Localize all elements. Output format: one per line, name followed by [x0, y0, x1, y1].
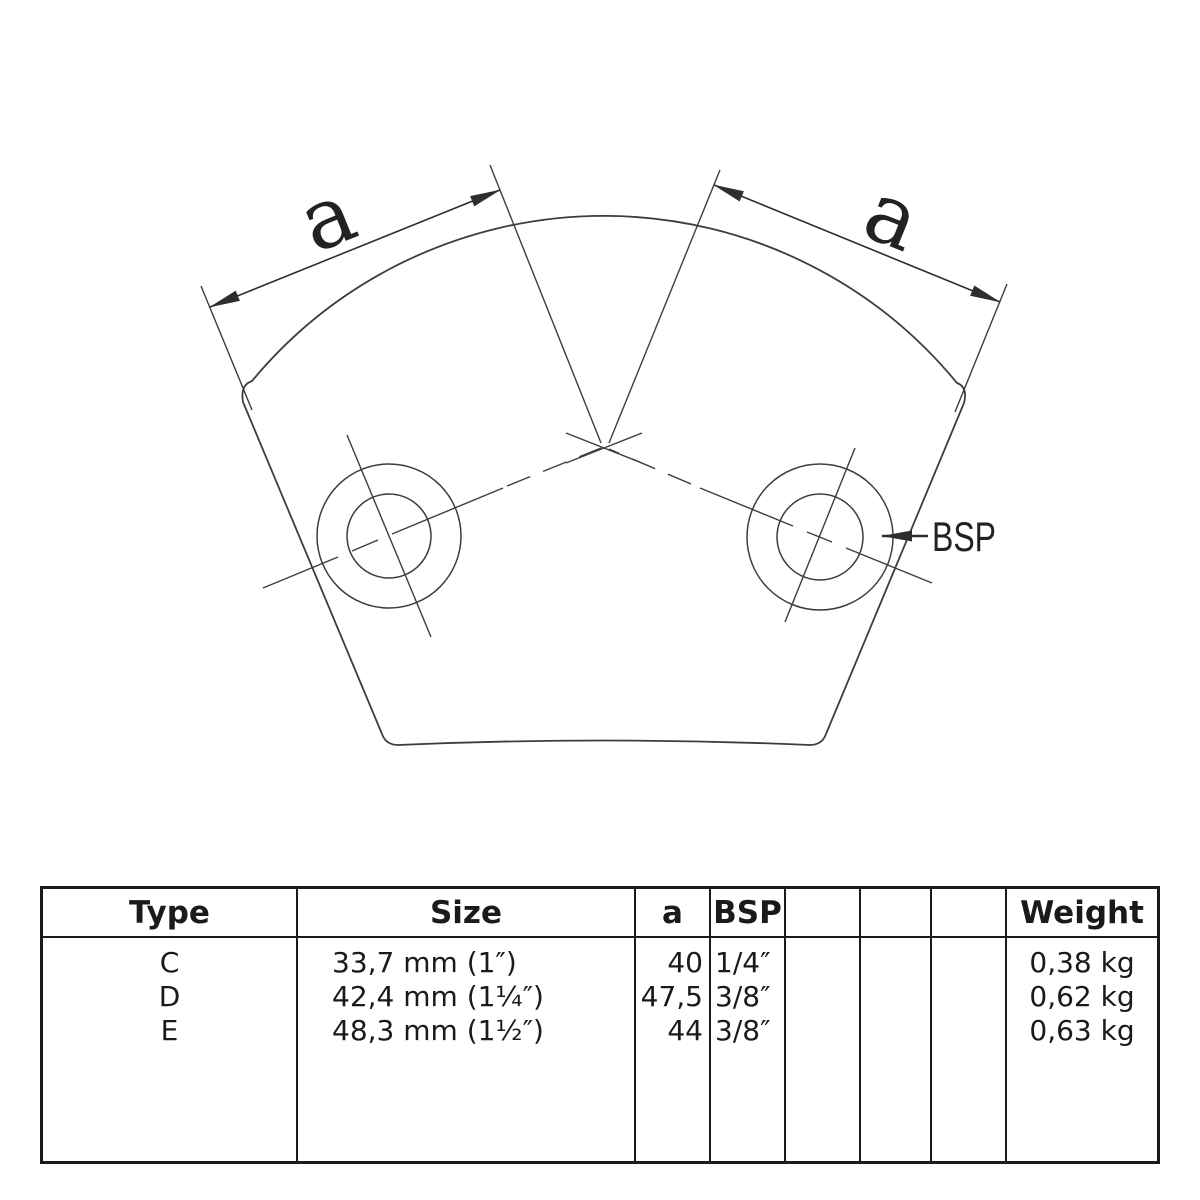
spec-table: [40, 886, 1160, 1164]
right-hole-centerline-steep: [785, 448, 855, 622]
type-value: C: [159, 946, 180, 979]
type-value: D: [158, 980, 181, 1013]
column-empty-2: [859, 938, 930, 1161]
left-dim-outer-extension-line: [201, 286, 252, 410]
dim-label-a-right: a: [851, 161, 935, 271]
column-empty-1: [784, 938, 859, 1161]
right-dim-outer-extension-line: [955, 284, 1007, 412]
left-hole-centerline-steep: [347, 435, 431, 637]
left-axis-dashed-line: [507, 448, 601, 486]
type-value: E: [160, 1014, 179, 1047]
header-empty-3: [930, 889, 1005, 938]
column-empty-3: [930, 938, 1005, 1161]
bsp-label: BSP: [932, 513, 996, 560]
column-type: [43, 938, 296, 1161]
center-intersection-cross: [566, 433, 642, 463]
part-outline: [242, 216, 965, 745]
header-weight: Weight: [1005, 889, 1157, 938]
bsp-value: 3/8″: [715, 980, 771, 1013]
a-value: 40: [667, 946, 703, 979]
column-size: [296, 938, 634, 1161]
size-value: 33,7 mm (1″): [332, 946, 517, 979]
header-bsp: BSP: [709, 889, 784, 938]
right-hole-centerline: [846, 548, 932, 583]
weight-value: 0,38 kg: [1029, 946, 1135, 979]
size-value: 48,3 mm (1½″): [332, 1014, 544, 1047]
header-a: a: [634, 889, 709, 938]
a-value: 47,5: [640, 980, 703, 1013]
header-empty-1: [784, 889, 859, 938]
left-hole-centerline-dash: [352, 540, 378, 551]
bsp-value: 1/4″: [715, 946, 771, 979]
weight-value: 0,63 kg: [1029, 1014, 1135, 1047]
right-hole-centerline2: [700, 488, 793, 526]
column-bsp: [709, 938, 784, 1161]
size-value: 42,4 mm (1¼″): [332, 980, 544, 1013]
right-hole-centerline-dash: [807, 532, 832, 542]
a-value: 44: [667, 1014, 703, 1047]
header-size: Size: [296, 889, 634, 938]
header-type: Type: [43, 889, 296, 938]
column-weight: [1005, 938, 1157, 1161]
column-a: [634, 938, 709, 1161]
bsp-value: 3/8″: [715, 1014, 771, 1047]
right-dim-inner-extension-line: [609, 170, 720, 443]
dim-label-a-left: a: [285, 162, 369, 272]
left-dim-inner-extension-line: [490, 165, 601, 443]
weight-value: 0,62 kg: [1029, 980, 1135, 1013]
header-empty-2: [859, 889, 930, 938]
